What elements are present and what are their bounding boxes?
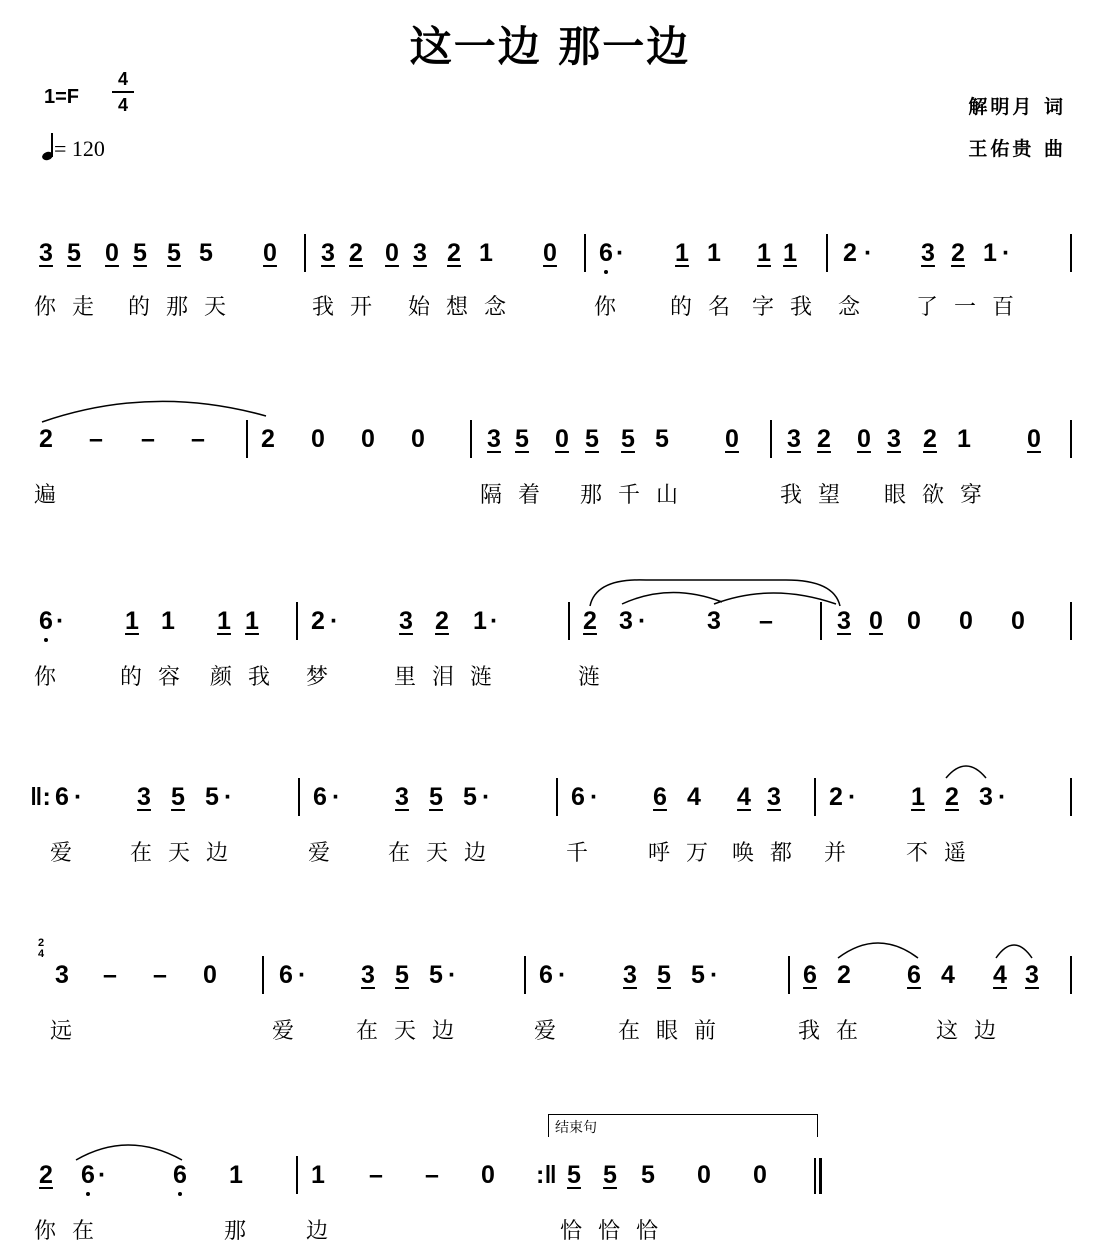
lyric: 你在 bbox=[34, 1219, 111, 1244]
barline bbox=[814, 778, 816, 816]
lyric: 涟 bbox=[578, 665, 617, 690]
lyric: 爱 bbox=[534, 1019, 573, 1044]
barline bbox=[1070, 420, 1072, 458]
augmentation-dot: · bbox=[332, 783, 341, 811]
quarter-note-icon bbox=[42, 134, 54, 160]
final-barline-thin bbox=[814, 1158, 816, 1194]
note: 1 bbox=[229, 1161, 243, 1189]
ending-bracket bbox=[548, 1114, 818, 1137]
lyric: 那千山 bbox=[580, 483, 695, 508]
lyric: 在眼前 bbox=[618, 1019, 733, 1044]
note: 3 bbox=[837, 607, 851, 635]
augmentation-dot: · bbox=[848, 783, 857, 811]
note: 5 bbox=[429, 783, 443, 811]
note: 2 bbox=[923, 425, 937, 453]
note: 1 bbox=[757, 239, 771, 267]
note: 2 bbox=[583, 607, 597, 635]
lyric: 里泪涟 bbox=[394, 665, 509, 690]
repeat-start-sign: ‖: bbox=[30, 783, 51, 811]
note: 0 bbox=[1027, 425, 1041, 453]
note: 6 bbox=[803, 961, 817, 989]
note: 3 bbox=[1025, 961, 1039, 989]
note: 1 bbox=[473, 607, 487, 635]
note: 0 bbox=[311, 425, 325, 453]
note: 2 bbox=[447, 239, 461, 267]
lyric: 在天边 bbox=[388, 841, 503, 866]
note: 2 bbox=[837, 961, 851, 989]
dash: – bbox=[103, 961, 117, 989]
note: 5 bbox=[205, 783, 219, 811]
note: 3 bbox=[39, 239, 53, 267]
barline bbox=[262, 956, 264, 994]
note: 1 bbox=[217, 607, 231, 635]
lyric: 颜我 bbox=[210, 665, 287, 690]
lyricist-credit: 解明月 词 bbox=[968, 96, 1066, 118]
note: 0 bbox=[263, 239, 277, 267]
time-signature-change-bottom: 4 bbox=[37, 948, 45, 960]
barline bbox=[826, 234, 828, 272]
lyric: 在天边 bbox=[356, 1019, 471, 1044]
note-digit: 6 bbox=[173, 1161, 187, 1189]
augmentation-dot: · bbox=[590, 783, 599, 811]
note: 3 bbox=[361, 961, 375, 989]
augmentation-dot: · bbox=[864, 239, 873, 267]
barline bbox=[584, 234, 586, 272]
note: 3 bbox=[921, 239, 935, 267]
note: 1 bbox=[783, 239, 797, 267]
dash: – bbox=[141, 425, 155, 453]
note: 5 bbox=[463, 783, 477, 811]
note: 6 bbox=[313, 783, 327, 811]
barline bbox=[304, 234, 306, 272]
note: 6 bbox=[539, 961, 553, 989]
lyric: 并 bbox=[824, 841, 863, 866]
note: 0 bbox=[697, 1161, 711, 1189]
augmentation-dot: · bbox=[638, 607, 647, 635]
barline bbox=[524, 956, 526, 994]
note: 0 bbox=[543, 239, 557, 267]
note: 3 bbox=[413, 239, 427, 267]
note: 1 bbox=[125, 607, 139, 635]
note: 5 bbox=[621, 425, 635, 453]
note: 1 bbox=[707, 239, 721, 267]
note bbox=[594, 238, 618, 268]
augmentation-dot: · bbox=[710, 961, 719, 989]
dash: – bbox=[191, 425, 205, 453]
note: 0 bbox=[857, 425, 871, 453]
note: 3 bbox=[395, 783, 409, 811]
tie bbox=[944, 762, 990, 782]
barline bbox=[788, 956, 790, 994]
note: 0 bbox=[725, 425, 739, 453]
time-signature-change bbox=[36, 938, 46, 960]
note: 0 bbox=[411, 425, 425, 453]
dash: – bbox=[759, 607, 773, 635]
note: 0 bbox=[555, 425, 569, 453]
note: 3 bbox=[321, 239, 335, 267]
low-octave-dot bbox=[44, 638, 48, 642]
lyric: 边 bbox=[306, 1219, 345, 1244]
barline bbox=[296, 602, 298, 640]
composer-credit: 王佑贵 曲 bbox=[968, 138, 1066, 160]
lyric: 念 bbox=[838, 295, 877, 320]
note: 3 bbox=[707, 607, 721, 635]
note: 0 bbox=[753, 1161, 767, 1189]
tie bbox=[994, 940, 1036, 962]
augmentation-dot: · bbox=[74, 783, 83, 811]
note: 6 bbox=[571, 783, 585, 811]
note: 1 bbox=[161, 607, 175, 635]
note: 2 bbox=[39, 1161, 53, 1189]
note: 2 bbox=[311, 607, 325, 635]
note: 2 bbox=[39, 425, 53, 453]
note: 5 bbox=[395, 961, 409, 989]
note: 3 bbox=[55, 961, 69, 989]
note: 0 bbox=[869, 607, 883, 635]
lyric: 那 bbox=[224, 1219, 263, 1244]
note: 4 bbox=[737, 783, 751, 811]
lyric: 遍 bbox=[34, 483, 73, 508]
lyric: 呼万 bbox=[648, 841, 725, 866]
lyric: 隔着 bbox=[480, 483, 557, 508]
note: 5 bbox=[603, 1161, 617, 1189]
barline bbox=[770, 420, 772, 458]
note: 1 bbox=[675, 239, 689, 267]
lyric: 恰恰恰 bbox=[560, 1219, 675, 1244]
note: 5 bbox=[691, 961, 705, 989]
barline bbox=[246, 420, 248, 458]
note: 5 bbox=[67, 239, 81, 267]
note: 0 bbox=[203, 961, 217, 989]
barline bbox=[556, 778, 558, 816]
dash: – bbox=[425, 1161, 439, 1189]
note: 3 bbox=[399, 607, 413, 635]
note: 3 bbox=[487, 425, 501, 453]
low-octave-dot bbox=[86, 1192, 90, 1196]
lyric: 的名 bbox=[670, 295, 747, 320]
augmentation-dot: · bbox=[1002, 239, 1011, 267]
note: 3 bbox=[767, 783, 781, 811]
barline bbox=[1070, 602, 1072, 640]
slur bbox=[40, 396, 270, 426]
lyric: 爱 bbox=[50, 841, 89, 866]
note: 6 bbox=[653, 783, 667, 811]
augmentation-dot: · bbox=[98, 1161, 107, 1189]
augmentation-dot: · bbox=[448, 961, 457, 989]
note: 5 bbox=[585, 425, 599, 453]
augmentation-dot: · bbox=[298, 961, 307, 989]
ending-label: 结束句 bbox=[555, 1120, 597, 1136]
note: 1 bbox=[245, 607, 259, 635]
note: 1 bbox=[911, 783, 925, 811]
lyric: 千 bbox=[566, 841, 605, 866]
note: 5 bbox=[641, 1161, 655, 1189]
tempo-marking bbox=[42, 134, 105, 162]
note: 2 bbox=[945, 783, 959, 811]
note: 2 bbox=[817, 425, 831, 453]
lyric: 不遥 bbox=[906, 841, 983, 866]
augmentation-dot: · bbox=[616, 239, 625, 267]
note: 5 bbox=[133, 239, 147, 267]
note: 3 bbox=[887, 425, 901, 453]
lyric: 始想念 bbox=[408, 295, 523, 320]
note: 5 bbox=[167, 239, 181, 267]
augmentation-dot: · bbox=[490, 607, 499, 635]
lyric: 了一百 bbox=[916, 295, 1031, 320]
lyric: 字我 bbox=[752, 295, 829, 320]
barline bbox=[820, 602, 822, 640]
barline bbox=[568, 602, 570, 640]
note: 5 bbox=[171, 783, 185, 811]
lyric: 眼欲穿 bbox=[884, 483, 999, 508]
barline bbox=[298, 778, 300, 816]
note: 3 bbox=[787, 425, 801, 453]
key-signature: 1=F bbox=[44, 86, 80, 108]
note: 0 bbox=[481, 1161, 495, 1189]
time-signature-bottom: 4 bbox=[117, 95, 128, 115]
note: 6 bbox=[279, 961, 293, 989]
note: 2 bbox=[261, 425, 275, 453]
lyric: 我望 bbox=[780, 483, 857, 508]
lyric: 梦 bbox=[306, 665, 345, 690]
lyric: 远 bbox=[50, 1019, 89, 1044]
note: 4 bbox=[941, 961, 955, 989]
lyric: 在天边 bbox=[130, 841, 245, 866]
lyric: 你 bbox=[594, 295, 633, 320]
time-signature-change-top: 2 bbox=[37, 937, 45, 949]
note: 4 bbox=[993, 961, 1007, 989]
barline bbox=[1070, 956, 1072, 994]
note: 5 bbox=[515, 425, 529, 453]
note-digit: 6 bbox=[599, 239, 613, 267]
dash: – bbox=[89, 425, 103, 453]
note: 1 bbox=[957, 425, 971, 453]
note: 2 bbox=[843, 239, 857, 267]
repeat-end-sign: :‖ bbox=[536, 1161, 557, 1189]
augmentation-dot: · bbox=[330, 607, 339, 635]
lyric: 你 bbox=[34, 665, 73, 690]
note: 1 bbox=[311, 1161, 325, 1189]
note: 4 bbox=[687, 783, 701, 811]
lyric: 爱 bbox=[308, 841, 347, 866]
lyric: 的容 bbox=[120, 665, 197, 690]
note: 6 bbox=[907, 961, 921, 989]
time-signature bbox=[112, 68, 134, 116]
note: 0 bbox=[361, 425, 375, 453]
note: 0 bbox=[907, 607, 921, 635]
dash: – bbox=[369, 1161, 383, 1189]
note: 0 bbox=[959, 607, 973, 635]
note-digit: 6 bbox=[39, 607, 53, 635]
time-signature-line bbox=[112, 91, 134, 93]
note: 1 bbox=[479, 239, 493, 267]
barline bbox=[1070, 234, 1072, 272]
augmentation-dot: · bbox=[558, 961, 567, 989]
song-title: 这一边 那一边 bbox=[409, 22, 691, 71]
note: 5 bbox=[655, 425, 669, 453]
note: 6 bbox=[55, 783, 69, 811]
note: 2 bbox=[435, 607, 449, 635]
barline bbox=[296, 1156, 298, 1194]
note: 0 bbox=[385, 239, 399, 267]
augmentation-dot: · bbox=[224, 783, 233, 811]
tempo-value: = 120 bbox=[54, 136, 105, 161]
note bbox=[168, 1160, 192, 1190]
note: 3 bbox=[137, 783, 151, 811]
note: 2 bbox=[349, 239, 363, 267]
note: 2 bbox=[951, 239, 965, 267]
lyric: 你走 bbox=[34, 295, 111, 320]
time-signature-top: 4 bbox=[117, 69, 128, 89]
lyric: 我开 bbox=[312, 295, 389, 320]
note: 3 bbox=[619, 607, 633, 635]
lyric: 唤都 bbox=[732, 841, 809, 866]
lyric: 爱 bbox=[272, 1019, 311, 1044]
note: 3 bbox=[979, 783, 993, 811]
tie bbox=[836, 938, 922, 962]
augmentation-dot: · bbox=[998, 783, 1007, 811]
note: 1 bbox=[983, 239, 997, 267]
barline bbox=[470, 420, 472, 458]
low-octave-dot bbox=[178, 1192, 182, 1196]
barline bbox=[1070, 778, 1072, 816]
note: 5 bbox=[567, 1161, 581, 1189]
note: 3 bbox=[623, 961, 637, 989]
lyric: 这边 bbox=[936, 1019, 1013, 1044]
dash: – bbox=[153, 961, 167, 989]
note: 5 bbox=[657, 961, 671, 989]
augmentation-dot: · bbox=[56, 607, 65, 635]
augmentation-dot: · bbox=[482, 783, 491, 811]
note: 5 bbox=[199, 239, 213, 267]
final-barline-thick bbox=[819, 1158, 822, 1194]
note: 5 bbox=[429, 961, 443, 989]
note bbox=[34, 606, 58, 636]
note-digit: 6 bbox=[81, 1161, 95, 1189]
note bbox=[76, 1160, 100, 1190]
note: 2 bbox=[829, 783, 843, 811]
low-octave-dot bbox=[604, 270, 608, 274]
tie bbox=[712, 586, 842, 608]
note: 0 bbox=[1011, 607, 1025, 635]
note: 0 bbox=[105, 239, 119, 267]
lyric: 我在 bbox=[798, 1019, 875, 1044]
lyric: 的那天 bbox=[128, 295, 243, 320]
